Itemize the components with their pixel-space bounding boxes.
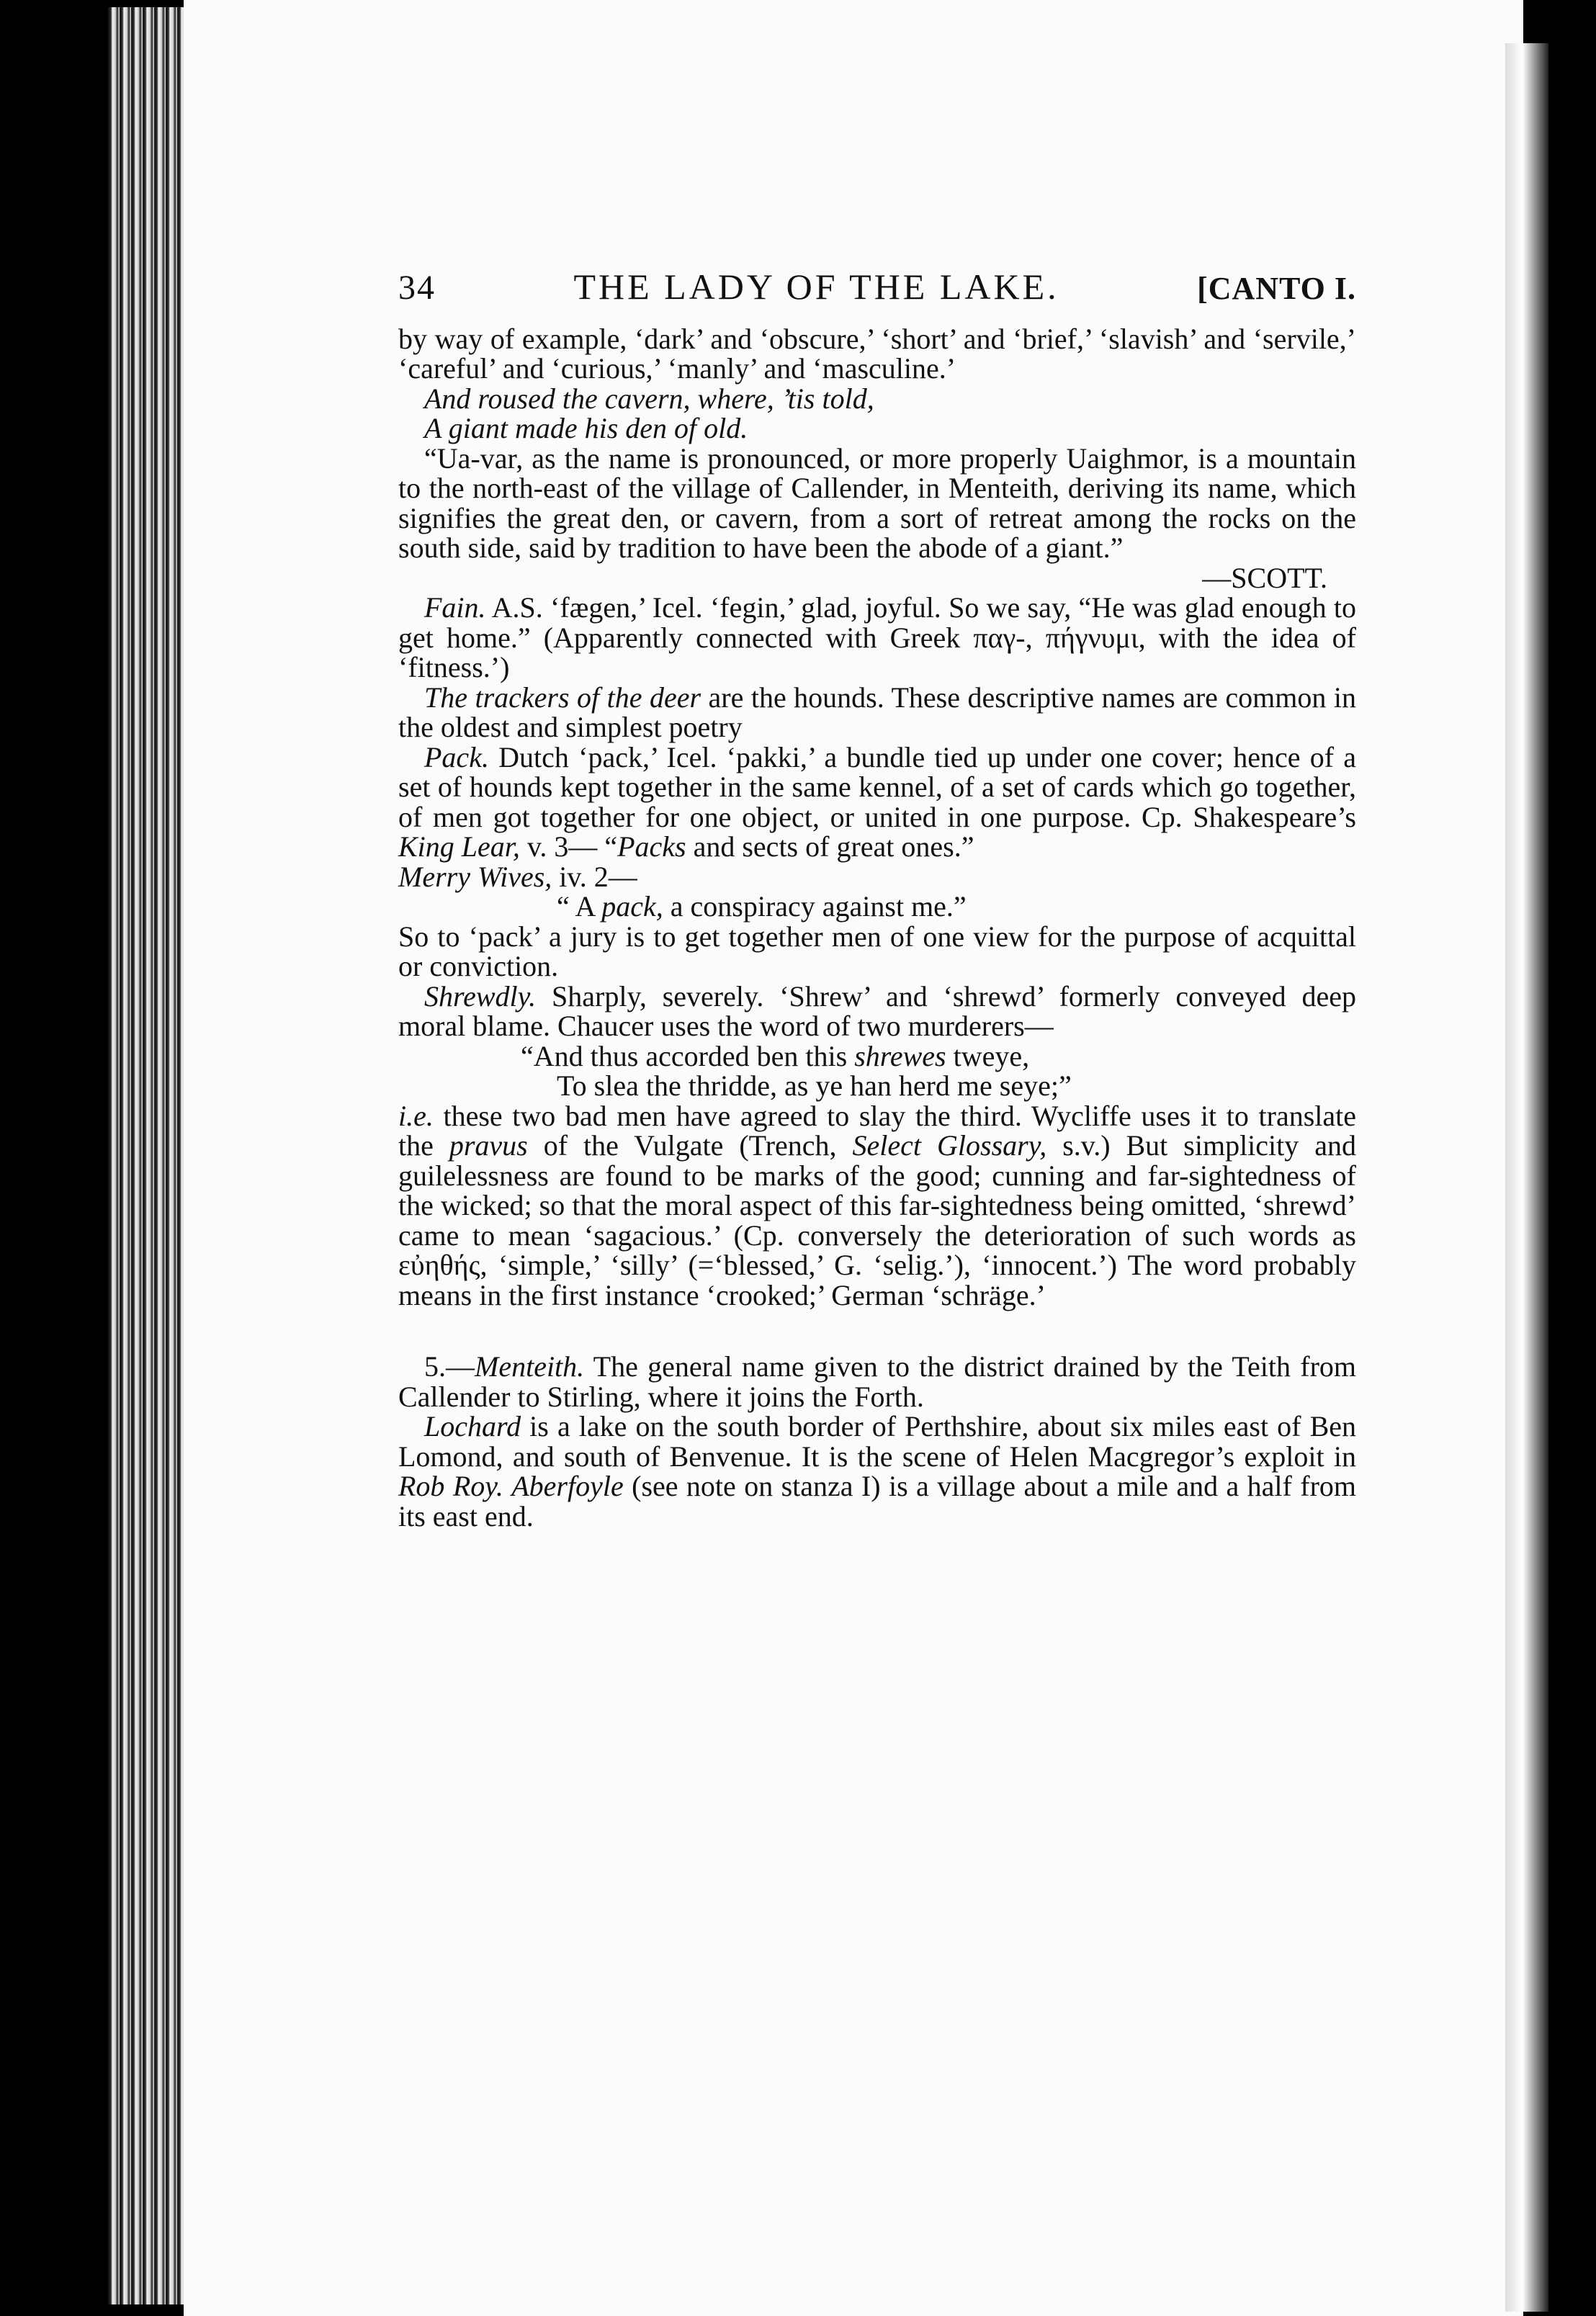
term-shrewdly: Shrewdly. [424,979,537,1013]
chaucer-line-1b: tweye, [946,1039,1030,1072]
lear-quote-end: and sects of great ones.” [686,830,974,863]
ref-merry-act: iv. 2— [552,860,637,893]
term-fain: Fain. [424,591,486,624]
running-header [398,266,1356,307]
term-trackers: The trackers of the deer [424,681,701,714]
note-menteith-text: The general name given to the district drained by the Teith from Callender to Stirling, where it joins the Forth. [398,1350,1356,1413]
note-number: 5.— [424,1350,475,1383]
word-pravus: pravus [449,1129,528,1162]
term-pack: Pack. [424,740,489,773]
ref-merry-wives-line [398,862,1356,892]
paragraph-pack-jury: So to ‘pack’ a jury is to get together men of one view for the purpose of acquittal or conviction. [398,920,1356,982]
page-shadow [1505,43,1548,2312]
canto-label: [CANTO I. [1197,271,1356,306]
paragraph-uavar: “Ua-var, as the name is pronounced, or more properly Uaighmor, is a mountain to the north-east of the village of Callender, in Menteith, deriving its name, which signifies the great den, or cavern, from a sort of retreat among the rocks on the south side, said by tradition to have been the abode of a giant.” [398,441,1356,564]
lochard-text-c: (see note on stanza I) is a village about a mile and a half from its east end. [398,1470,1357,1532]
note-shrewdly [398,979,1356,1042]
lochard-text-b [503,1470,511,1502]
quote-pack-rest: a conspiracy against me.” [663,890,967,923]
note-trackers-text: are the hounds. These descriptive names are common in the oldest and simplest poetry [398,681,1356,743]
quote-pack [398,892,1356,922]
chaucer-line-1a: “And thus accorded ben this [521,1039,855,1072]
note-menteith [398,1352,1356,1411]
chaucer-line-1 [398,1041,1356,1072]
ref-rob-roy: Rob Roy. [398,1470,503,1502]
note-shrewdly-text: Sharply, severely. ‘Shrew’ and ‘shrewd’ formerly conveyed deep moral blame. Chaucer uses the word of two murderers— [398,979,1356,1042]
book-page-edges [108,7,187,2304]
note-pack-text: Dutch ‘pack,’ Icel. ‘pakki,’ a bundle tied up under one cover; hence of a set of hounds kept together in the same kennel, of a set of cards which go together, of men got together for one object, or united in one purpose. Cp. Shakespeare’s [398,740,1356,833]
wycliffe-text-a: these two bad men have agreed to slay the third. Wycliffe uses it to translate the [398,1099,1356,1162]
lochard-text-a: is a lake on the south border of Perthshire, about six miles east of Ben Lomond, and south of Benvenue. It is the scene of Helen Macgregor’s exploit in [398,1410,1356,1473]
quote-pack-open: “ A [557,890,602,923]
note-fain [398,593,1356,683]
running-title: THE LADY OF THE LAKE. [573,266,1059,307]
term-menteith: Menteith. [475,1350,585,1383]
wycliffe-text-c: s.v.) But simplicity and guilelessness are found to be marks of the good; cunning and far-sightedness of the wicked; so that the moral aspect of this far-sightedness being omitted, ‘shrewd’ came to mean ‘sagacious.’ (Cp. conversely the deterioration of such words as εὐηθής, ‘simple,’ ‘silly’ (=‘blessed,’ G. ‘selig.’), ‘innocent.’) The word probably means in the first instance ‘crooked;’ German ‘schräge.’ [398,1129,1357,1311]
abbr-ie: i.e. [398,1099,434,1132]
ref-select-glossary: Select Glossary, [852,1129,1047,1162]
ref-king-lear: King Lear, [398,830,520,863]
word-shrewes: shrewes [854,1039,946,1072]
note-pack [398,742,1356,862]
note-trackers [398,683,1356,742]
ref-merry-wives: Merry Wives, [398,860,552,893]
word-pack: pack, [601,890,663,923]
attribution-scott: —SCOTT. [1202,561,1327,594]
word-packs: Packs [617,830,686,863]
page-content [398,266,1357,1532]
wycliffe-text-b: of the Vulgate (Trench, [527,1129,853,1162]
note-lochard [398,1411,1356,1531]
term-lochard: Lochard [424,1410,521,1442]
verse-line: A giant made his den of old. [424,412,748,444]
paragraph-example: by way of example, ‘dark’ and ‘obscure,’ ‘short’ and ‘brief,’ ‘slavish’ and ‘servile,’ ‘careful’ and ‘curious,’ ‘manly’ and ‘masculine.’ [398,322,1356,385]
chaucer-line-2: To slea the thridde, as ye han herd me seye;” [557,1069,1072,1102]
paragraph-wycliffe [398,1101,1356,1311]
note-fain-text: A.S. ‘fægen,’ Icel. ‘fegin,’ glad, joyful. So we say, “He was glad enough to get home.” (Apparently connected with Greek παγ-, πήγνυμι, with the idea of ‘fitness.’) [398,591,1356,683]
term-aberfoyle: Aberfoyle [511,1470,624,1502]
page-number: 34 [398,269,436,307]
verse-line: And roused the cavern, where, ’tis told, [424,382,874,415]
ref-lear-act: v. 3— “ [519,830,618,863]
